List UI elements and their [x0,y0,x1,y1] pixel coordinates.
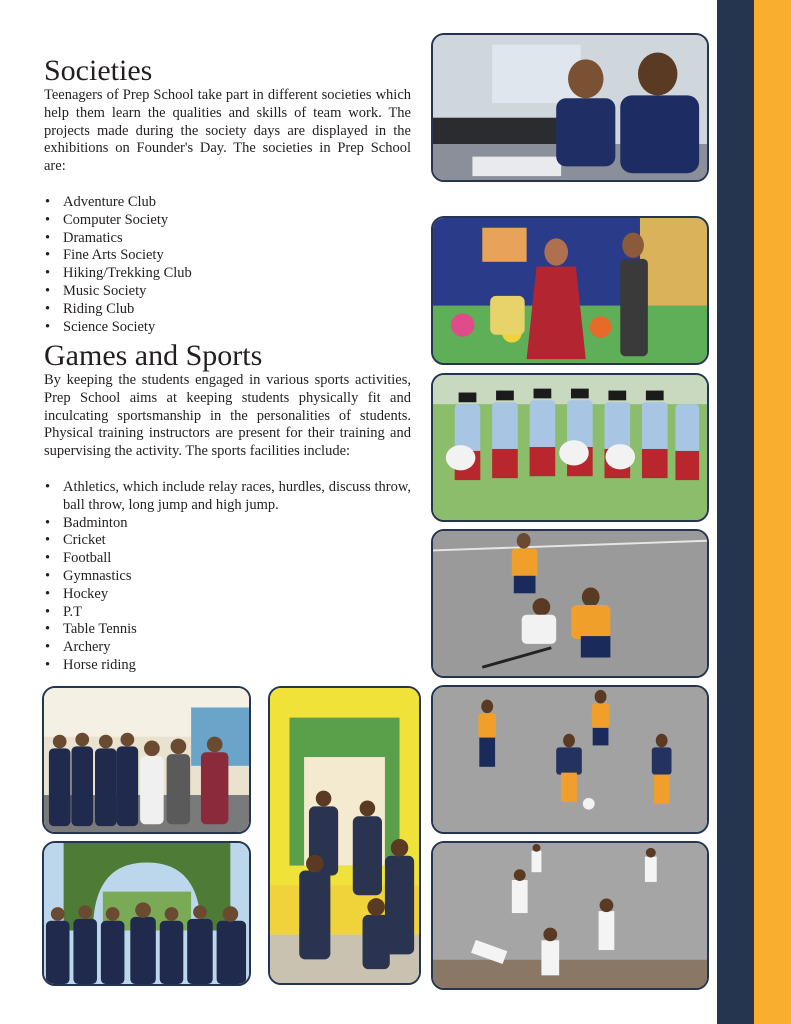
list-item: • Hockey [44,586,411,604]
list-item: • Table Tennis [44,621,411,639]
sports-paragraph: By keeping the students engaged in various sports activities, Prep School aims at keeping students physically fit and inculcating sportsmanship in the personalities of students. Physical training instructors are present for their training and supervising the activity. The sports facilities include: [44,372,411,460]
societies-section [44,55,411,336]
photo-hockey-match [431,529,709,678]
list-item: • Athletics, which include relay races, hurdles, discuss throw, ball throw, long jump and high jump. [44,479,411,515]
list-item: • Adventure Club [44,194,411,212]
sports-heading: Games and Sports [44,339,263,372]
societies-paragraph: Teenagers of Prep School take part in different societies which help them learn the qualities and skills of team work. The projects made during the society days are displayed in the exhibitions on Founder's Day. The societies in Prep School are: [44,87,411,175]
list-item: • Music Society [44,283,411,301]
list-item: • Badminton [44,515,411,533]
list-item: • Riding Club [44,301,411,319]
photo-school-band [431,373,709,522]
societies-list [44,194,411,336]
gold-side-stripe [754,0,791,1024]
list-item: • Horse riding [44,657,411,675]
societies-heading: Societies [44,54,153,87]
navy-side-stripe [717,0,754,1024]
list-item: • Archery [44,639,411,657]
list-item: • Fine Arts Society [44,247,411,265]
list-item: • Hiking/Trekking Club [44,265,411,283]
photo-dramatics-stage [431,216,709,365]
list-item: • P.T [44,604,411,622]
photo-students-with-guests [42,686,251,834]
sports-list [44,479,411,675]
photo-football-match [431,685,709,834]
list-item: • Dramatics [44,230,411,248]
photo-bouncy-castle [268,686,421,985]
list-item: • Cricket [44,532,411,550]
list-item: • Football [44,550,411,568]
photo-music-students [431,33,709,182]
photo-students-garden-arch [42,841,251,986]
list-item: • Science Society [44,319,411,337]
list-item: • Computer Society [44,212,411,230]
list-item: • Gymnastics [44,568,411,586]
photo-cricket-match [431,841,709,990]
sports-section [44,340,411,675]
